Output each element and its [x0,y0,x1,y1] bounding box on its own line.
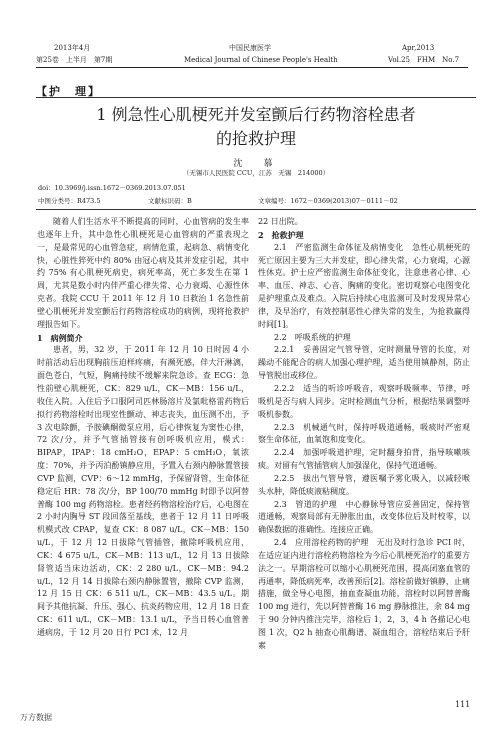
footer-watermark: 万方数据 [20,713,52,722]
clc-number: 中图分类号：R473.5 [38,197,101,205]
paragraph: 2.2.4 加强呼吸道护理，定时翻身拍背，指导咳嗽咳痰。对留有气管插管病人加强湿化，保持气道通畅。 [258,448,470,471]
page-number: 111 [455,700,471,709]
paragraph: 患者，男，32 岁，于 2011 年 12 月 10 日时因 4 小时前活动后出现胸前压迫样疼痛，有濒死感，伴大汗淋漓，面色苍白，气短，胸痛持续不缓解来院急诊。查 ECG：急性前壁心肌梗死，CK：829 u/L，CK－MB：156 u/L，收住入院。入住后予口服阿司匹林肠溶片及氯吡格雷药物后拟行药物溶栓时出现室性颤动、神志丧失，血压测不出，予 3 次电除颤，予胺碘酮微泵应用，后心律恢复为窦性心律，72 次/分，并予气管插管接有创呼吸机应用，模式：BIPAP，IPAP：18 cmH₂O，EPAP：5 cmH₂O，氧浓度：70%，并予丙泊酚镇静应用，予置入右颈内静脉置管接 CVP 监测，CVP：6～12 mmHg，予保留肾管，生命体征稳定后 HR：78 次/分，BP 100/70 mmHg 时即予以阿替普酶 100 mg 药物溶栓。患者经药物溶栓治疗后，心电图在 2 小时内胸导 ST 段回落至基线，患者于 12 月 11 日呼吸机模式改 CPAP，复查 CK：8 087 u/L，CK－MB：150 u/L，于 12 月 12 日拔除气管插管，撤除呼吸机应用，CK：4 675 u/L，CK－MB：113 u/L，12 月 13 日拔除肾管适当床边活动，CK：2 280 u/L，CK－MB：94.2 u/L，12 月 14 日拔除右颈内静脉置管，撤除 CVP 监测，12 月 15 日 CK：6 511 u/L，CK－MB：43.5 u/L。期间予其他抗凝、升压、强心、抗炎药物应用，12 月 18 日查 CK：611 u/L，CK－MB：13.1 u/L，予当日转心血管普通病房，于 12 月 20 日行 PCI 术，12 月 [37,345,249,637]
paragraph: 2.1 严密监测生命体征及病情变化 急性心肌梗死的死亡原因主要为三大并发症，即心律失常，心力衰竭，心源性休克。护士应严密监测生命体征变化，注意患者心律、心率、血压、神志、心音、胸痛的变化。密切观察心电图变化是护理重点及难点。入院后持续心电监测可及时发现异常心律，及早治疗，有效控制恶性心律失常的发生，为抢救赢得时间[1]。 [258,242,470,329]
paragraph: 2.2 呼吸系统的护理 [274,332,351,342]
article-title [36,103,476,151]
header-date-en: Apr,2013 [402,44,435,52]
section-heading: 2 抢救护理 [258,229,304,240]
header-date: 2013年4月 [54,44,91,52]
running-header [36,44,468,66]
title-line-1: 1 例急性心肌梗死并发室颤后行药物溶栓患者 [96,105,416,124]
paragraph: 随着人们生活水平不断提高的同时，心血管病的发生率也逐年上升，其中急性心肌梗死是心血管病的严重表现之一，是最常见的心血管急症，病情危重，起病急、病情变化快，心脏性猝死中约 80% 由冠心病及其并发症引起，其中约 75% 有心肌梗死病史，病死率高，死亡多发生在第 1 周，尤其是数小时内伴严重心律失常、心力衰竭、心源性休克者。我院 CCU 于 2011 年 12 月 10 日救治 1 名急性前壁心肌梗死并发室颤后行药物溶栓成功的病例，现将抢救护理报告如下。 [37,217,249,329]
header-rule [36,67,468,68]
paragraph: 2.2.1 妥善固定气管导管，定时测量导管的长度，对躁动不能配合的病人加强心理护理，适当使用镇静剂，防止导管脱出或移位。 [258,345,470,381]
article-number: 文章编号：1672－0369(2013)07－0111－02 [258,197,398,205]
classification-row [38,196,478,205]
section-tag: 【护 理】 [36,85,101,98]
paragraph: 2.4 应用溶栓药物的护理 无出及时行急诊 PCI 时，在适应证内进行溶栓药物溶栓为今后心肌梗死治疗的重要方法之一。早期溶栓可以缩小心肌梗死范围，提高闭塞血管的再通率，降低病死率，改善预后[2]。溶栓前做好镇静，止痛措施，做全导心电图，抽血查凝血功能，溶栓时以阿替普酶 100 mg 进行，先以阿替普酶 16 mg 静脉推注，余 84 mg 于 90 分钟内推注完毕，溶栓后 1，2，3，4 h 各描记心电图 1 次，Q2 h 抽查心肌酶谱、凝血组合，溶栓结束后予肝素 [258,538,470,650]
paragraph: 2.2.5 拔出气管导管，遵医嘱予雾化吸入，以减轻喉头水肿，降低痰液粘稠度。 [258,473,470,496]
paragraph: 22 日出院。 [258,217,303,226]
doi: doi：10.3969/j.issn.1672－0369.2013.07.051 [38,184,186,192]
section-rule [36,97,476,98]
author: 沈 慕 [233,159,279,169]
journal-name-cn: 中国民康医学 [229,44,271,52]
paragraph: 2.3 管道的护理 中心静脉导管应妥善固定，保持管道通畅，观察局部有无肿胀出血，改变体位后及时校零，以确保数据的准确性。连接应正确。 [258,499,470,535]
paragraph: 2.2.3 机械通气时，保持呼吸道通畅，吸痰时严密观察生命体征，血氧饱和度变化。 [258,422,470,445]
affiliation: （无锡市人民医院 CCU，江苏 无锡 214000） [182,169,330,177]
journal-name-en: Medical Journal of Chinese People's Health [184,56,338,64]
body-column-left [37,216,249,640]
section-heading: 1 病例简介 [37,332,83,343]
header-volume-en: Vol.25 FHM No.7 [388,56,460,64]
paragraph: 2.2.2 适当的听诊呼吸音，观察呼吸频率、节律，呼吸机是否与病人同步。定时检测血气分析，根据结果调整呼吸机参数。 [258,383,470,419]
body-column-right [258,216,470,653]
title-line-2: 的抢救护理 [215,129,296,148]
meta-rule [36,209,476,210]
document-code: 文献标识码：B [148,197,192,205]
header-volume: 第25卷 上半月 第7期 [36,56,113,64]
